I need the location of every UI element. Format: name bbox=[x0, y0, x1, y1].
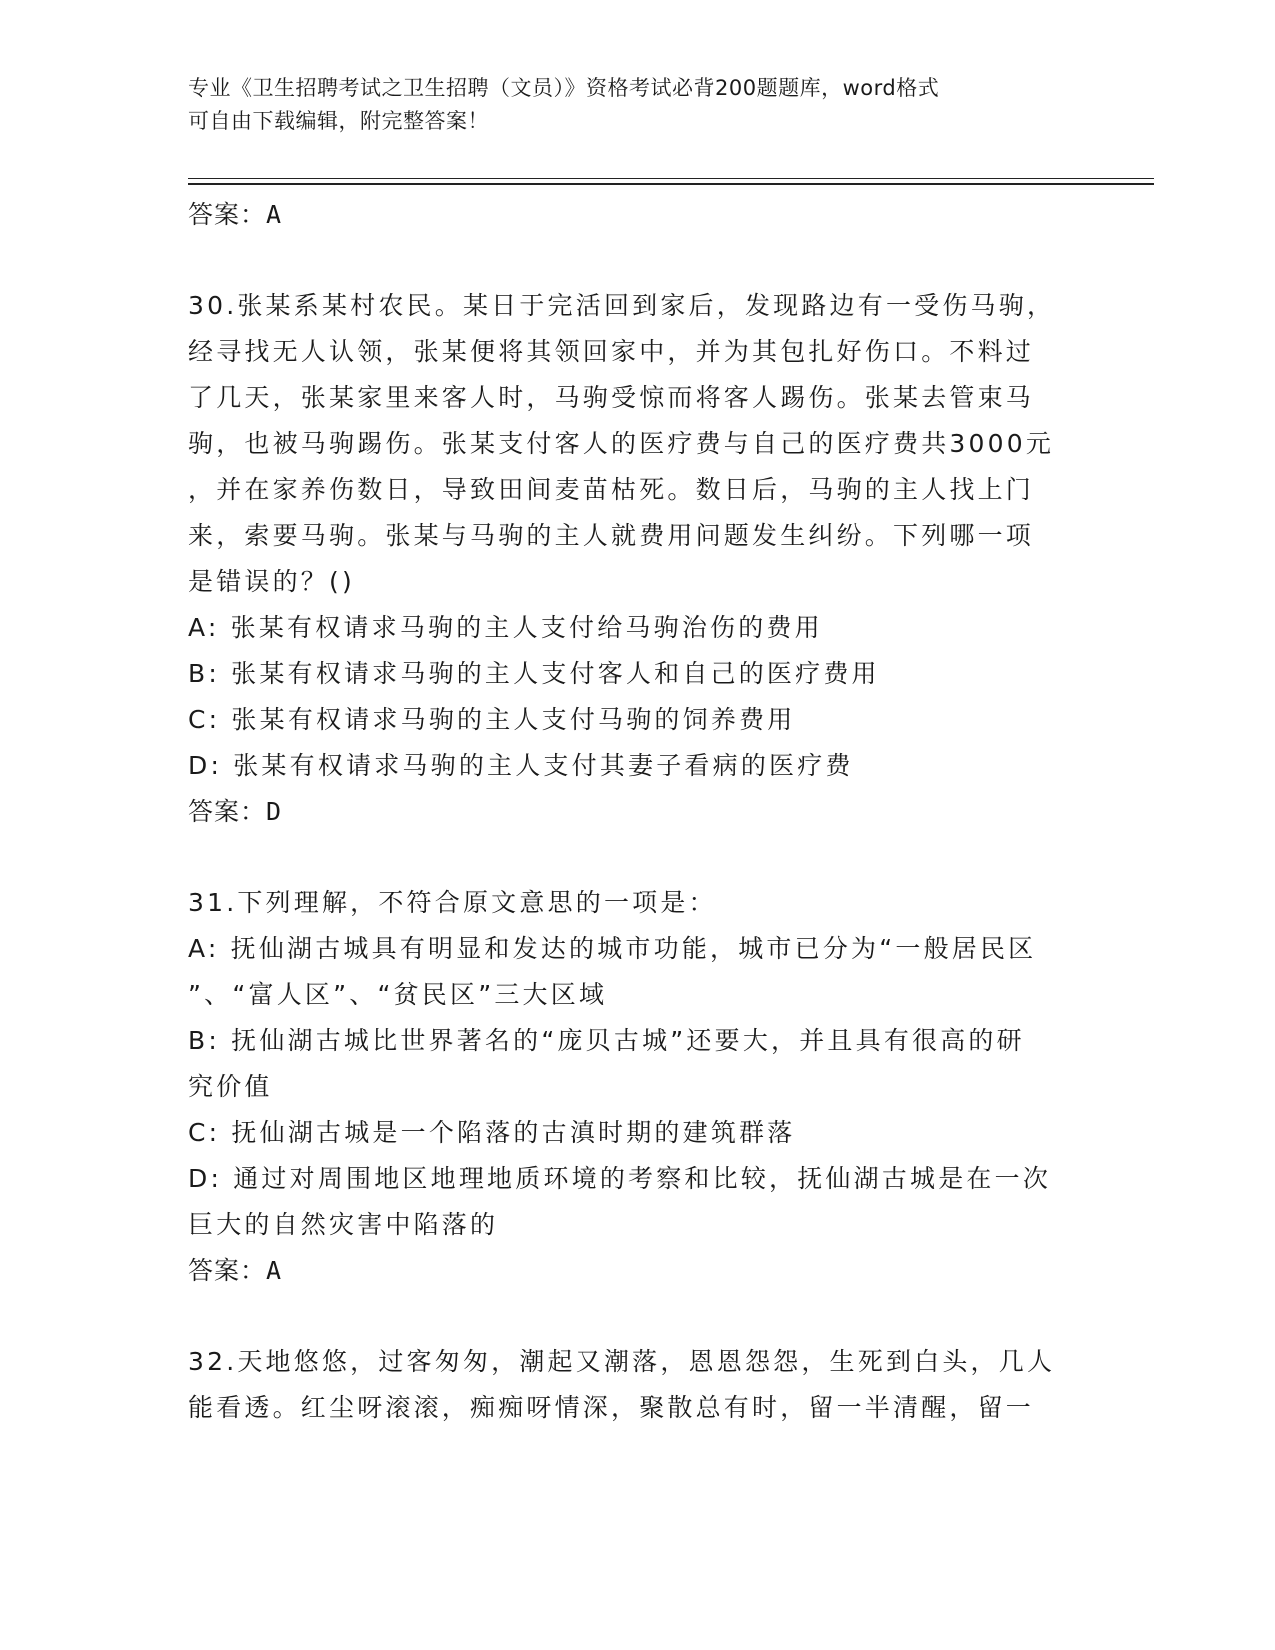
answer-previous: 答案：A bbox=[188, 200, 283, 229]
question-30 bbox=[188, 283, 1088, 835]
option-d-continued: 巨大的自然灾害中陷落的 bbox=[188, 1210, 499, 1239]
header-rule-thick bbox=[188, 183, 1154, 185]
option-d: D: 张某有权请求马驹的主人支付其妻子看病的医疗费 bbox=[188, 751, 854, 780]
question-31-line: 31.下列理解，不符合原文意思的一项是： bbox=[188, 888, 717, 917]
option-a: A: 张某有权请求马驹的主人支付给马驹治伤的费用 bbox=[188, 613, 823, 642]
answer-30: 答案：D bbox=[188, 797, 283, 826]
question-30-line: 了几天，张某家里来客人时，马驹受惊而将客人踢伤。张某去管束马 bbox=[188, 383, 1035, 412]
option-b-continued: 究价值 bbox=[188, 1072, 273, 1101]
option-c: C: 抚仙湖古城是一个陷落的古滇时期的建筑群落 bbox=[188, 1118, 796, 1147]
header-rule-thin bbox=[188, 178, 1154, 179]
question-32-line: 能看透。红尘呀滚滚，痴痴呀情深，聚散总有时，留一半清醒，留一 bbox=[188, 1393, 1035, 1422]
question-31 bbox=[188, 880, 1088, 1294]
spacer bbox=[188, 1294, 1088, 1339]
answer-31: 答案：A bbox=[188, 1256, 283, 1285]
spacer bbox=[188, 835, 1088, 880]
header-line-2: 可自由下载编辑，附完整答案！ bbox=[188, 109, 489, 133]
option-a-continued: ”、“富人区”、“贫民区”三大区域 bbox=[188, 980, 608, 1009]
question-32-line: 32.天地悠悠，过客匆匆，潮起又潮落，恩恩怨怨，生死到白头，几人 bbox=[188, 1347, 1056, 1376]
spacer bbox=[188, 238, 1088, 283]
option-a: A: 抚仙湖古城具有明显和发达的城市功能，城市已分为“一般居民区 bbox=[188, 934, 1037, 963]
question-30-line: 是错误的？() bbox=[188, 567, 355, 596]
option-c: C: 张某有权请求马驹的主人支付马驹的饲养费用 bbox=[188, 705, 796, 734]
document-header bbox=[188, 72, 1088, 138]
document-body bbox=[188, 192, 1088, 1431]
question-30-line: 经寻找无人认领，张某便将其领回家中，并为其包扎好伤口。不料过 bbox=[188, 337, 1035, 366]
option-b: B: 张某有权请求马驹的主人支付客人和自己的医疗费用 bbox=[188, 659, 880, 688]
question-30-line: 驹，也被马驹踢伤。张某支付客人的医疗费与自己的医疗费共3000元 bbox=[188, 429, 1055, 458]
option-d: D: 通过对周围地区地理地质环境的考察和比较，抚仙湖古城是在一次 bbox=[188, 1164, 1052, 1193]
option-b: B: 抚仙湖古城比世界著名的“庞贝古城”还要大，并且具有很高的研 bbox=[188, 1026, 1025, 1055]
question-30-line: ，并在家养伤数日，导致田间麦苗枯死。数日后，马驹的主人找上门 bbox=[188, 475, 1035, 504]
question-30-line: 来，索要马驹。张某与马驹的主人就费用问题发生纠纷。下列哪一项 bbox=[188, 521, 1035, 550]
header-line-1: 专业《卫生招聘考试之卫生招聘（文员）》资格考试必背200题题库，word格式 bbox=[188, 76, 940, 100]
question-30-line: 30.张某系某村农民。某日于完活回到家后，发现路边有一受伤马驹， bbox=[188, 291, 1056, 320]
question-32 bbox=[188, 1339, 1088, 1431]
